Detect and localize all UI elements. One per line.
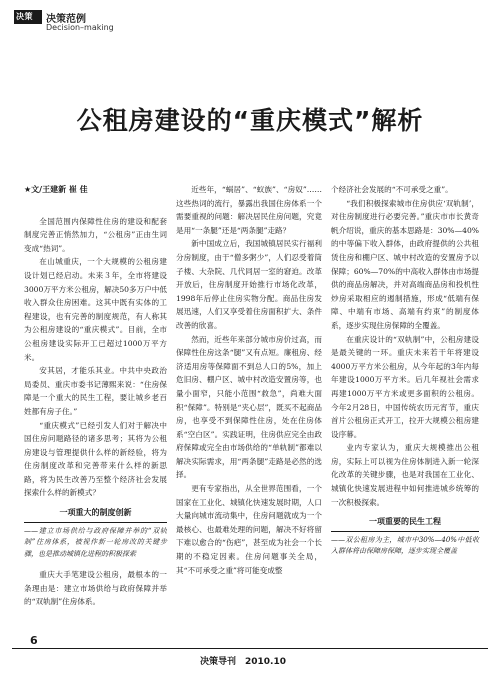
section-name-en: Decision–making [46, 23, 114, 32]
header-badge [14, 10, 42, 24]
author-line: ★文/王建新 崔 佳 [24, 185, 88, 194]
article-title: 公租房建设的“重庆模式”解析 [76, 106, 424, 135]
paragraph: 更有专家指出，从全世界范围看，一个国家在工业化、城镇化快速发展时期，人口大量向城市流动集中，住房问题就成为一个最核心、也最难处理的问题，解决不好将留下难以愈合的“伤疤”，甚至成为社会一个长期的不稳定因素。住房问题事关全局，其“不可承受之重”将可能变成整 [176, 484, 322, 575]
paragraph: 近些年，“蜗居”、“蚁族”、“房奴”……这些热词的流行，暴露出我国住房体系一个需要重视的问题：解决居民住房问题，究竟是用“一条腿”还是“两条腿”走路？ [176, 185, 322, 235]
subheading: 一项重大的制度创新 [59, 508, 132, 518]
subheading-rule [331, 531, 479, 532]
section-name-cn: 决策范例 [46, 14, 86, 25]
paragraph: 个经济社会发展的“不可承受之重”。 [331, 185, 453, 194]
subheading-note: ——双公租房为主，城市中30%—40%中低收入群体将由保障房保障，逐步实现全覆盖 [331, 535, 479, 556]
paragraph: 业内专家认为，重庆大规模推出公租房，实际上可以视为住房体制进入新一轮深化改革的关键步骤，也是对我国在工业化、城镇化快速发展进程中如何推进城乡统筹的一次积极探索。 [331, 443, 479, 507]
magazine-issue: 决策导刊 2010.10 [200, 657, 286, 667]
paragraph: 全国范围内保障性住房的建设和配套制度完善正悄然加力，“公租房”正由生词变成“热词”。 [24, 216, 167, 253]
paragraph: 在重庆设计的“双轨制”中，公租房建设是最关键的一环。重庆未来若干年将建设4000万平方米公租房，从今年起的3年内每年建设1000万平方米。后几年视社会需求再建1000万平方米或更多面积的公租房。今年2月28日，中国传统农历元宵节，重庆首片公租房正式开工，拉开大规模公租房建设序幕。 [331, 334, 479, 439]
subheading-note: ——建立市场供给与政府保障并举的“双轨制”住房体系，被视作新一轮房改的关键步骤，也是推动城镇化进程的积极探索 [24, 526, 167, 558]
paragraph: 然而，近些年来部分城市房价过高，而保障性住房这条“腿”又有点短。廉租房、经济适用房等保障面不到总人口的5%，加上危旧房、棚户区、城中村改造安置房等，也量小面窄，只能小范围“救急”，尚难大面积“保障”。特别是“夹心层”，既买不起商品房，也享受不到保障性住房，处在住房体系“空白区”。实践证明，住房供应完全由政府保障或完全由市场供给的“单轨制”都难以解决实际需求，用“两条腿”走路是必然的选择。 [176, 334, 322, 480]
paragraph: 安其居，才能乐其业。中共中央政治局委员、重庆市委书记薄熙来说：“住房保障是一个重大的民生工程，要让城乡老百姓都有房子住。” [24, 366, 167, 416]
paragraph: 在山城重庆，一个大规模的公租房建设计划已经启动。未来３年，全市将建设3000万平方米公租房，解决50多万户中低收入群众住房困难。这其中既有实体的工程建设，也有完善的制度规范，有人称其为公租房建设的“重庆模式”。目前，全市公租房建设实际开工已超过1000万平方米。 [24, 257, 167, 362]
paragraph: 重庆大手笔建设公租房，最根本的一条理由是：建立市场供给与政府保障并举的“双轨制”住房体系。 [24, 570, 167, 607]
column-3 [331, 183, 479, 566]
header-badge-text: 决策 [16, 12, 33, 21]
subheading: 一项重要的民生工程 [369, 517, 441, 527]
page-number: 6 [30, 634, 38, 647]
footer-rule [12, 648, 488, 649]
paragraph: 新中国成立后，我国城镇居民实行福利分房制度，由于“僧多粥少”，人们忍受着筒子楼、大杂院、几代同居一室的窘迫。改革开放后，住房制度开始推行市场化改革，1998年后停止住房实物分配。商品住房发展迅速，人们又享受着住房面积扩大、条件改善的欣喜。 [176, 239, 322, 330]
subheading-rule [24, 522, 167, 523]
paragraph: “我们积极探索城市住房供应‘双轨制’，对住房制度进行必要完善。”重庆市市长黄奇帆介绍说，重庆的基本思路是：30%—40%的中等偏下收入群体，由政府提供的公共租赁住房和棚户区、城中村改造的安置房予以保障；60%—70%的中高收入群体由市场提供的商品房解决，并对高端商品房和投机性炒房采取相应的遏制措施，形成“低端有保障、中端有市场、高端有约束”的制度体系，逐步实现住房保障的全覆盖。 [331, 198, 479, 330]
paragraph: “重庆模式”已经引发人们对于解决中国住房问题路径的诸多思考；其将为公租房建设与管理提供什么样的新经验，将为住房制度改革和完善带来什么样的新思路，将为民生改善乃至整个经济社会发展探索什么样的新模式？ [24, 420, 167, 498]
column-2 [176, 183, 322, 577]
column-1 [24, 183, 167, 609]
